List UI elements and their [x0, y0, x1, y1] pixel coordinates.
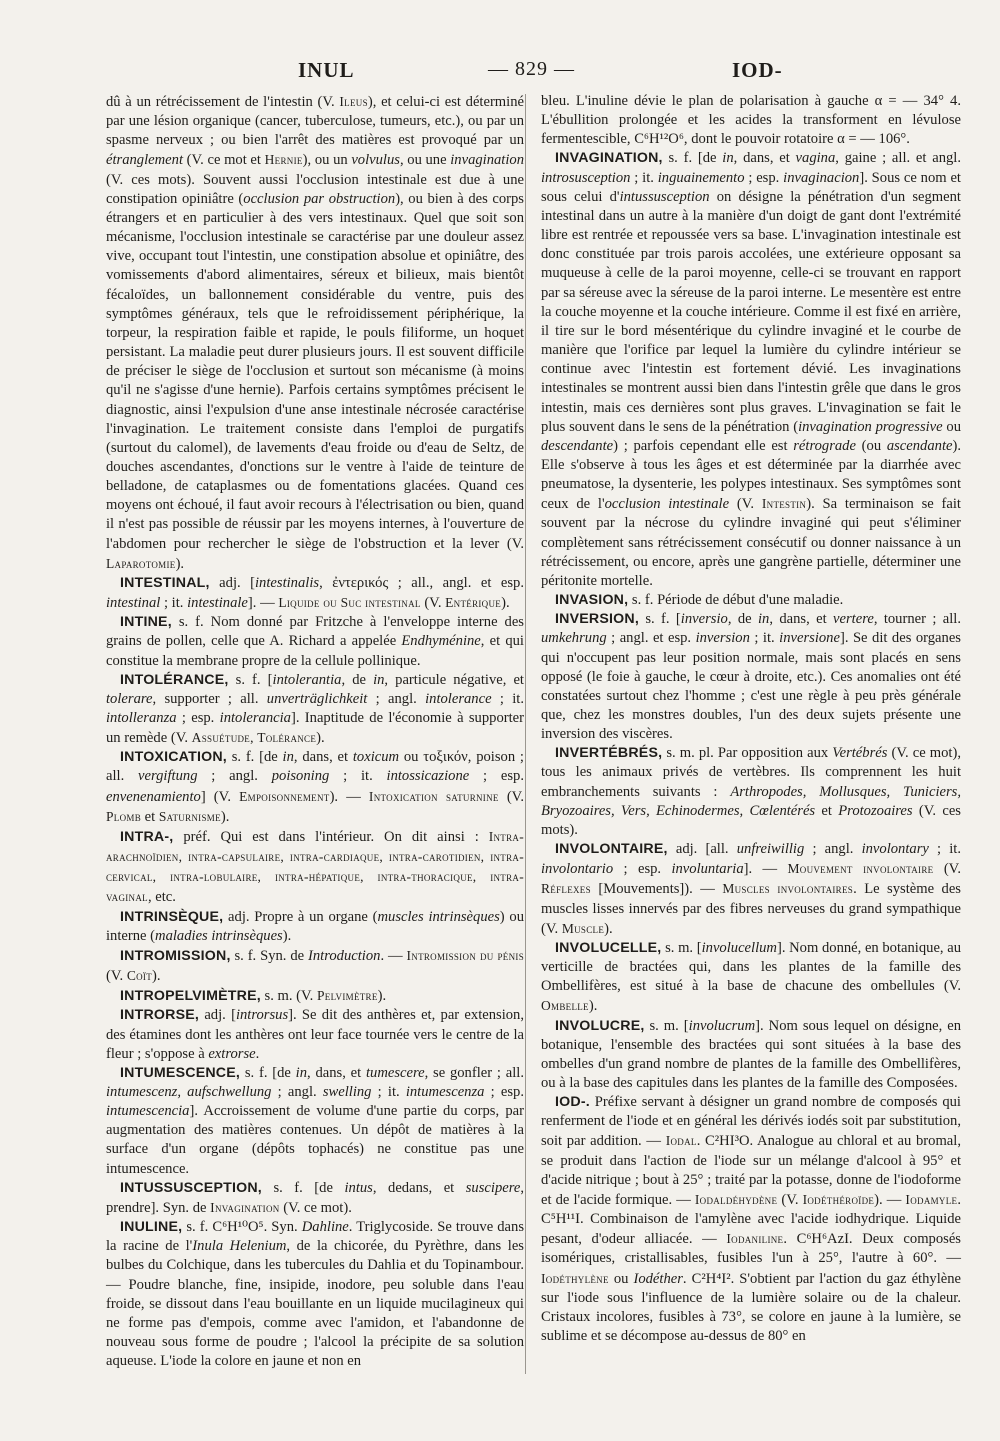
dictionary-entry — [106, 908, 524, 946]
italic-term: extrorse — [208, 1045, 256, 1062]
italic-term: in — [722, 150, 734, 167]
italic-term: envenenamiento — [106, 788, 201, 805]
italic-term: in — [282, 749, 294, 766]
entry-text: (V. ces mots). Souvent aussi l'occlusion intestinale est due à une constipation opiniâtre ( — [106, 171, 524, 207]
entry-text: , de la chicorée, du Pyrèthre, dans les bulbes du Colchique, dans les tubercules du Dahlia et du Topinambour. — Poudre blanche, fine, insipide, inodore, peu soluble dans l'eau froide, se dissout dans l'eau bouillante en un liquide mucilagineux qui ne forme pas d'empois, comme avec l'amidon, et l'abandonne de nouveau sous forme de poudre ; l'alcool la précipite de sa solution aqueuse. L'iode la colore en jaune et non en — [106, 1238, 524, 1370]
italic-term: inguainemento — [657, 169, 745, 186]
entry-text: , ἐντερικός ; all., angl. et esp. — [319, 574, 524, 591]
entry-text: , gaine ; all. et angl. — [835, 150, 961, 167]
right-column — [541, 92, 961, 1346]
italic-term: descendante — [541, 437, 614, 454]
entry-headword: INTUMESCENCE, — [120, 1064, 241, 1081]
entry-text: ; angl. et esp. — [606, 630, 696, 647]
entry-text: ; it. — [749, 630, 780, 647]
entry-headword: INVOLONTAIRE, — [555, 841, 668, 858]
entry-text: , de — [341, 671, 374, 688]
entry-text: s. m. (V. — [260, 988, 317, 1005]
italic-term: introsusception — [541, 169, 631, 186]
entry-headword: INVOLUCELLE, — [555, 939, 662, 956]
cross-reference: Ileus — [339, 94, 368, 109]
italic-term: intestinal — [106, 595, 161, 612]
cross-reference: Liquide ou Suc intestinal — [278, 595, 421, 611]
dictionary-entry — [106, 946, 524, 986]
entry-text: ] (V. — [200, 788, 240, 805]
cross-reference: Iodamyle — [905, 1191, 958, 1207]
cross-reference: Intoxication saturnine — [368, 788, 499, 804]
cross-reference: Iodaldéhydène — [694, 1191, 778, 1207]
entry-text: ; esp. — [484, 1083, 524, 1100]
entry-text: . C²HI³O. Analogue au chloral et au bromal, se produit dans l'action de l'iode sur un mélange d'alcool à 95° et d'acide nitrique ; bout à 25° ; traité par la potasse, donne de l'iodoforme et de l'acide formique. — — [541, 1133, 961, 1208]
entry-headword: INVERTÉBRÉS, — [555, 745, 663, 762]
entry-text: bleu. L'inuline dévie le plan de polarisation à gauche α = — 34° 4. L'ébullition prolongée et les acides la transforment en lévulose fermentescible, C⁶H¹²O⁶, dont le pouvoir rotatoire α = — 106°. — [541, 93, 961, 148]
dictionary-entry — [106, 671, 524, 749]
entry-text: ]. — — [247, 595, 279, 612]
italic-term: vertere — [833, 611, 874, 628]
entry-text: (V. ce mot). — [279, 1199, 352, 1216]
italic-term: étranglement — [106, 152, 184, 169]
italic-term: in — [373, 671, 385, 688]
italic-term: vagina — [795, 150, 836, 167]
dictionary-entry — [541, 1017, 961, 1094]
entry-headword: INTROMISSION, — [120, 947, 231, 964]
header-right-guideword: IOD- — [732, 58, 783, 82]
entry-text: , dans, et — [307, 1064, 366, 1081]
entry-text: s. f. [de — [662, 150, 723, 167]
running-header — [0, 58, 1000, 88]
entry-text: [Mouvements]). — — [590, 881, 723, 898]
entry-text: , etc. — [147, 889, 176, 906]
entry-text: , dedans, et — [372, 1179, 466, 1196]
dictionary-entry — [106, 1218, 524, 1371]
entry-headword: INTOXICATION, — [120, 749, 227, 766]
entry-text: ]. Nom donné, en botanique, au verticille de bractées qui, dans les plantes de la famille des Ombellifères, est situé à la base de chacune des ombellules (V. — [541, 939, 961, 995]
entry-headword: INTRINSÈQUE, — [120, 908, 224, 925]
entry-text: , particule négative, et — [384, 671, 524, 688]
dictionary-entry — [541, 610, 961, 744]
entry-text: adj. Propre à un organe ( — [223, 908, 378, 925]
cross-reference: Coït — [126, 968, 153, 984]
entry-headword: INTINE, — [120, 614, 172, 631]
entry-text: . — [255, 1045, 260, 1062]
entry-text: adj. [ — [199, 1007, 236, 1024]
entry-text: . Le système des muscles lisses innervés par des fibres nerveuses du grand sympathique (V. — [541, 881, 961, 937]
entry-headword: INVERSION, — [555, 611, 639, 628]
entry-text: . C⁵H¹¹I. Combinaison de l'amylène avec l'acide iodhydrique. Liquide pesant, d'odeur alliacée. — — [541, 1191, 961, 1248]
italic-term: vergiftung — [138, 768, 198, 785]
entry-text: , se gonfler ; all. — [424, 1064, 524, 1081]
entry-headword: INULINE, — [120, 1219, 183, 1236]
italic-term: invagination — [450, 152, 525, 169]
cross-reference: Réflexes — [541, 881, 591, 897]
entry-text: , tourner ; all. — [873, 611, 961, 628]
italic-term: toxicum — [352, 749, 400, 766]
entry-text: ; esp. — [744, 169, 784, 186]
entry-text: et — [141, 808, 159, 825]
entry-text: s. m. [ — [644, 1017, 689, 1034]
column-divider — [525, 94, 526, 1374]
cross-reference: Laparotomie — [106, 555, 176, 571]
entry-text: ; it. — [160, 595, 188, 612]
entry-text: ). — [152, 968, 161, 985]
entry-headword: INVOLUCRE, — [555, 1017, 645, 1034]
entry-text: adj. [ — [209, 574, 255, 591]
entry-text: , prendre]. Syn. de — [106, 1179, 524, 1216]
dictionary-entry — [541, 939, 961, 1017]
italic-term: intestinale — [187, 595, 248, 612]
entry-text: ). — [588, 998, 598, 1015]
italic-term: involuntaria — [671, 861, 744, 878]
entry-text: s. f. [de — [240, 1064, 296, 1081]
italic-term: maladies intrinsèques — [155, 927, 283, 944]
italic-term: volvulus — [351, 152, 400, 169]
cross-reference: Ombelle — [541, 998, 589, 1014]
entry-text: (V. — [729, 496, 762, 513]
entry-text: ]. Se dit des organes qui n'occupent pas leur position normale, mais sont placés en sens opposé (le foie à gauche, le cœur à droite, etc.). Ces anomalies ont été constatées surtout chez l'homme ; c'est une règle à peu près générale que, chez les monstres doubles, l'un des deux sujets présente une inversion des viscères. — [541, 630, 961, 743]
italic-term: occlusion par obstruction — [243, 190, 396, 207]
italic-term: involucrum — [688, 1017, 756, 1034]
italic-term: intus — [344, 1179, 373, 1196]
page-number: — 829 — — [488, 58, 575, 80]
entry-text: , dans, et — [293, 749, 353, 766]
entry-text: dû à un rétrécissement de l'intestin (V. — [106, 94, 340, 110]
italic-term: invaginacion — [783, 169, 860, 186]
entry-text: s. f. Période de début d'une maladie. — [628, 592, 844, 609]
entry-text: ) ou interne ( — [106, 908, 524, 944]
cross-reference: Hernie — [264, 152, 303, 168]
cross-reference: Intromission du pénis — [406, 947, 525, 963]
entry-text: , de — [727, 611, 758, 628]
italic-term: poisoning — [271, 768, 330, 785]
cross-reference: Mouvement involontaire — [787, 861, 934, 877]
dictionary-entry — [106, 827, 524, 908]
entry-text: , dans, et — [769, 611, 834, 628]
entry-text: ). Elle s'observe à tous les âges et est déterminée par la diarrhée avec pneumatose, la dysenterie, les polypes intestinaux. Ses symptômes sont ceux de l' — [541, 437, 961, 513]
italic-term: tolerare — [106, 690, 153, 707]
entry-text: ). — [316, 730, 325, 747]
italic-term: intolerance — [425, 690, 492, 707]
entry-text: s. f. [ — [228, 671, 273, 688]
entry-text: ). — [220, 808, 230, 825]
italic-term: invagination progressive — [798, 418, 943, 435]
entry-text: ; angl. — [271, 1083, 323, 1100]
entry-headword: INVAGINATION, — [555, 150, 663, 167]
entry-text: . C²H⁴I². S'obtient par l'action du gaz éthylène sur l'iode sous l'influence de la lumière solaire ou de la chaleur. Cristaux incolores, fusibles à 73°, se colore en jaune à la lumière, se sublime et se décompose au-dessus de 80° en — [541, 1270, 962, 1344]
cross-reference: Pelvimètre — [316, 988, 378, 1004]
entry-text: adj. [all. — [667, 841, 737, 858]
entry-text: ; it. — [928, 841, 961, 858]
dictionary-entry — [106, 1006, 524, 1063]
entry-text: ). Sa terminaison se fait souvent par la nécrose du cylindre invaginé qui peut s'éliminer complètement sans rétrécissement consécutif ou donner naissance à un rétrécissement, ou encore, après une gangrène partielle, déterminer une péritonite mortelle. — [541, 496, 961, 589]
dictionary-entry — [541, 591, 961, 610]
italic-term: umkehrung — [541, 630, 607, 647]
header-left-guideword: INUL — [298, 58, 355, 82]
dictionary-entry — [541, 149, 961, 591]
cross-reference: Muscle — [561, 920, 605, 936]
italic-term: tumescere — [365, 1064, 425, 1081]
dictionary-entry — [541, 1093, 961, 1346]
italic-term: muscles intrinsèques — [377, 908, 500, 925]
cross-reference: Iodaniline — [726, 1231, 784, 1247]
entry-text: (V. — [420, 595, 446, 612]
entry-text: (ou — [855, 437, 887, 454]
entry-text: (V. ce mot et — [183, 152, 265, 169]
italic-term: intolleranza — [106, 710, 177, 726]
italic-term: rétrograde — [793, 437, 856, 454]
entry-text: ). — — [329, 788, 369, 805]
dictionary-entry — [106, 986, 524, 1006]
entry-text: ). — [175, 555, 185, 572]
italic-term: ascendante — [886, 437, 953, 454]
italic-term: Protozoaires — [838, 802, 913, 819]
entry-text: ; angl. — [197, 768, 272, 785]
entry-text: ). — [282, 927, 292, 944]
dictionary-entry — [106, 613, 524, 670]
entry-text: s. f. [de — [226, 749, 283, 766]
entry-text: ]. Nom sous lequel on désigne, en botanique, l'ensemble des bractées qui sont situées à la base des ombelles d'un grand nombre de plantes de la famille des Ombellifères, ou à la base des capitules dans les plantes de la famille des Composées. — [541, 1017, 962, 1091]
entry-text: (V. — [498, 788, 524, 805]
cross-reference: Saturnisme — [158, 808, 221, 824]
entry-text: ; it. — [329, 768, 387, 785]
italic-term: Iodéther — [633, 1270, 683, 1287]
cross-reference: Plomb — [106, 808, 142, 824]
entry-text: ; angl. — [367, 690, 426, 707]
entry-headword: INTRA-, — [120, 828, 174, 845]
entry-text: ), et celui-ci est déterminé par une lésion organique (cancer, tuberculose, tumeurs, etc.), ou par un spasme nerveux ; ou bien l'arrêt des matières est provoqué par un — [106, 94, 524, 149]
italic-term: intumescenz, aufschwellung — [106, 1083, 272, 1100]
entry-text: ). — [604, 920, 613, 937]
entry-text: ou — [608, 1270, 634, 1287]
entry-headword: IOD-. — [555, 1094, 590, 1111]
italic-term: intussusception — [619, 188, 710, 205]
entry-text: ; it. — [630, 169, 658, 186]
italic-term: Introduction — [308, 947, 381, 964]
entry-text: ou τοξικόν, poison ; all. — [106, 749, 524, 785]
entry-text: ou — [942, 418, 961, 435]
cross-reference: Iodéthéroïde — [802, 1191, 875, 1207]
italic-term: in — [295, 1064, 308, 1081]
entry-text: ; it. — [491, 690, 525, 707]
entry-text: ; angl. — [804, 841, 862, 858]
entry-text: ; esp. — [469, 768, 524, 785]
entry-text: ). — [377, 988, 387, 1005]
italic-term: unverträglichkeit — [266, 690, 368, 707]
entry-text: s. f. C⁶H¹⁰O⁵. Syn. — [182, 1219, 302, 1236]
entry-text: . Triglycoside. Se trouve dans la racine de l' — [106, 1219, 524, 1255]
entry-headword: INTESTINAL, — [120, 574, 210, 591]
cross-reference: Muscles involontaires — [722, 881, 854, 897]
italic-term: Endhyménine — [401, 633, 481, 650]
entry-headword: INTUSSUSCEPTION, — [120, 1179, 262, 1196]
cross-reference: Intestin — [761, 496, 807, 512]
italic-term: intossicazione — [386, 768, 470, 785]
entry-text: ) ; parfois cependant elle est — [613, 437, 794, 454]
entry-text: (V. — [933, 861, 961, 878]
entry-text: ]. Accroissement de volume d'une partie du corps, par augmentation des matières contenues. Un dépôt de matières à la surface d'un organe (dépôts tophacés) ne constitue pas une intumescence. — [106, 1103, 524, 1177]
entry-text: (V. ces mots). — [541, 802, 961, 838]
italic-term: intolerancia — [219, 710, 291, 726]
italic-term: suscipere — [465, 1179, 521, 1196]
entry-text: s. m. [ — [661, 939, 702, 956]
entry-text: s. m. pl. Par opposition aux — [662, 745, 833, 762]
italic-term: intumescencia — [106, 1103, 190, 1120]
cross-reference: Iodal — [665, 1133, 697, 1149]
dictionary-entry — [106, 1179, 524, 1218]
entry-text: . — — [380, 947, 407, 964]
italic-term: involontary — [861, 841, 929, 858]
entry-text: ; it. — [371, 1083, 406, 1100]
entry-text: on désigne la pénétration d'un segment intestinal dans un autre à la manière d'un doigt de gant dont l'extrémité libre est rentrée et repoussée vers sa base. L'invagination intestinale est donc constituée par trois parois accolées, une extérieure opposant sa muqueuse à celle de la paroi moyenne, celle-ci se trouvant en rapport par sa séreuse avec la séreuse de la paroi interne. Le mesentère est entre la couche moyenne et la couche intérieure. Comme il est fixé en arrière, il tire sur le bord mésentérique du cylindre invaginé et le courbe de manière que l'orifice par lequel la lumière du cylindre intérieur se continue avec l'intestin est fortement dévié. Les invaginations intestinales se montrent aussi bien dans l'intestin grêle que dans le gros intestin, mais ces dernières sont plus graves. L'invagination se fait le plus souvent dans le sens de la pénétration ( — [541, 188, 961, 435]
dictionary-entry — [106, 1064, 524, 1179]
entry-text: , ou une — [399, 152, 451, 169]
entry-text: , supporter ; all. — [152, 690, 267, 707]
entry-text: (V. ce mot), tous les animaux privés de vertèbres. Ils comprennent les huit embranchements suivants : — [541, 745, 961, 800]
cross-reference: Invagination — [210, 1199, 280, 1215]
left-column — [106, 92, 524, 1371]
italic-term: intestinalis — [255, 574, 320, 591]
entry-text: ), ou bien à des corps étrangers et en particulier à des vers intestinaux. Quel que soit son mécanisme, l'occlusion intestinale se caractérise par une douleur assez vive, occupant tout l'intestin, une constipation absolue et opiniâtre, des vomissements d'abord alimentaires, séreux et bilieux, mais bientôt fécaloïdes, un ballonnement considérable du ventre, puis des symptômes généraux, tels que le refroidissement périphérique, la torpeur, la respiration faible et rapide, le pouls filiforme, un hoquet persistant. La maladie peut durer plusieurs jours. Il est souvent difficile de préciser le siège de l'occlusion et surtout son mécanisme (à moins qu'il ne s'agisse d'une hernie). Parfois certains symptômes précisent le diagnostic, ainsi l'expulsion d'une anse intestinale nécrosée caractérise l'invagination. Le traitement consiste dans l'emploi de purgatifs (surtout du calomel), de lavements d'eau froide ou d'eau de Seltz, de douches ascendantes, d'onctions sur le ventre à l'aide de teinture de belladone, de cataplasmes ou de fomentations glacées. Quand ces moyens ont échoué, il faut avoir recours à l'électrisation ou bien, quand il n'est pas possible de réussir par les moyens internes, à l'ouverture de l'abdomen pour rechercher le siège de l'obstruction et la lever (V. — [106, 190, 524, 552]
dictionary-entry — [106, 748, 524, 827]
entry-text: (V. — [106, 968, 127, 985]
entry-headword: INTROPELVIMÈTRE, — [120, 988, 261, 1005]
italic-term: inversio — [680, 611, 728, 628]
italic-term: in — [757, 611, 770, 628]
italic-term: Inula Helenium — [192, 1238, 287, 1255]
entry-text: s. f. Nom donné par Fritzche à l'enveloppe interne des grains de pollen, celle que A. Richard a appelée — [106, 614, 524, 650]
entry-headword: INTOLÉRANCE, — [120, 671, 229, 688]
entry-text: ]. Se dit des anthères et, par extension, des étamines dont les anthères ont leur face tournée vers le centre de la fleur ; s'oppose à — [106, 1007, 525, 1062]
italic-term: Vertébrés — [832, 745, 888, 762]
entry-text: ). — — [874, 1191, 906, 1208]
entry-text: , dans, et — [733, 150, 796, 167]
entry-text: ]. Inaptitude de l'économie à supporter un remède (V. — [106, 710, 524, 747]
entry-text: s. f. Syn. de — [230, 947, 309, 964]
italic-term: intolerantia — [272, 671, 342, 688]
entry-text: s. f. [ — [639, 611, 681, 628]
entry-text: ), ou un — [302, 152, 352, 169]
italic-term: involucellum — [701, 939, 777, 956]
italic-term: swelling — [322, 1083, 372, 1100]
cross-reference: Iodéthylène — [541, 1270, 609, 1286]
entry-text: ). — [501, 595, 510, 612]
italic-term: unfreiwillig — [736, 841, 805, 858]
entry-text: (V. — [777, 1191, 803, 1208]
italic-term: Arthropodes, Mollusques, Tuniciers, Bryozoaires, Vers, Echinodermes, Cœlentérés — [541, 783, 961, 819]
entry-text: ; esp. — [176, 710, 220, 726]
entry-text: ; esp. — [613, 861, 672, 878]
entry-text: . C⁶H⁶AzI. Deux composés isomériques, cristallisables, fusibles l'un à 25°, l'autre à 60°. — — [541, 1231, 961, 1267]
entry-text: s. f. [de — [261, 1179, 345, 1196]
entry-headword: INTRORSE, — [120, 1007, 200, 1024]
entry-continuation — [541, 92, 961, 149]
cross-reference: Empoisonnement — [239, 788, 330, 804]
italic-term: Dahline — [301, 1219, 349, 1236]
italic-term: involontario — [541, 861, 614, 878]
dictionary-entry — [106, 574, 524, 613]
dictionary-entry — [541, 744, 961, 840]
entry-text: Préfixe servant à désigner un grand nombre de composés qui renferment de l'iode et en général les dérivés iodés soit par substitution, soit par addition. — — [541, 1094, 961, 1150]
cross-reference: Assuétude, Tolérance — [191, 730, 317, 746]
entry-text: préf. Qui est dans l'intérieur. On dit ainsi : — [173, 828, 489, 845]
italic-term: intumescenza — [405, 1083, 485, 1100]
italic-term: occlusion intestinale — [604, 496, 730, 513]
italic-term: introrsus — [235, 1007, 289, 1024]
entry-text: ]. Sous ce nom et sous celui d' — [541, 169, 961, 205]
entry-headword: INVASION, — [555, 592, 629, 609]
cross-reference: Entérique — [445, 595, 502, 611]
cross-reference: Intra-arachnoïdien, intra-capsulaire, intra-cardiaque, intra-carotidien, intra-cervical, intra-lobulaire, intra-hépatique, intra-thoracique, intra-vaginal — [106, 828, 524, 905]
italic-term: inversione — [779, 630, 840, 647]
italic-term: inversion — [695, 630, 750, 647]
entry-text: ]. — — [743, 861, 788, 878]
dictionary-entry — [541, 840, 961, 939]
entry-text: , et qui constitue la membrane propre de la cellule pollinique. — [106, 633, 524, 669]
entry-continuation — [106, 92, 524, 574]
entry-text: et — [815, 802, 839, 819]
